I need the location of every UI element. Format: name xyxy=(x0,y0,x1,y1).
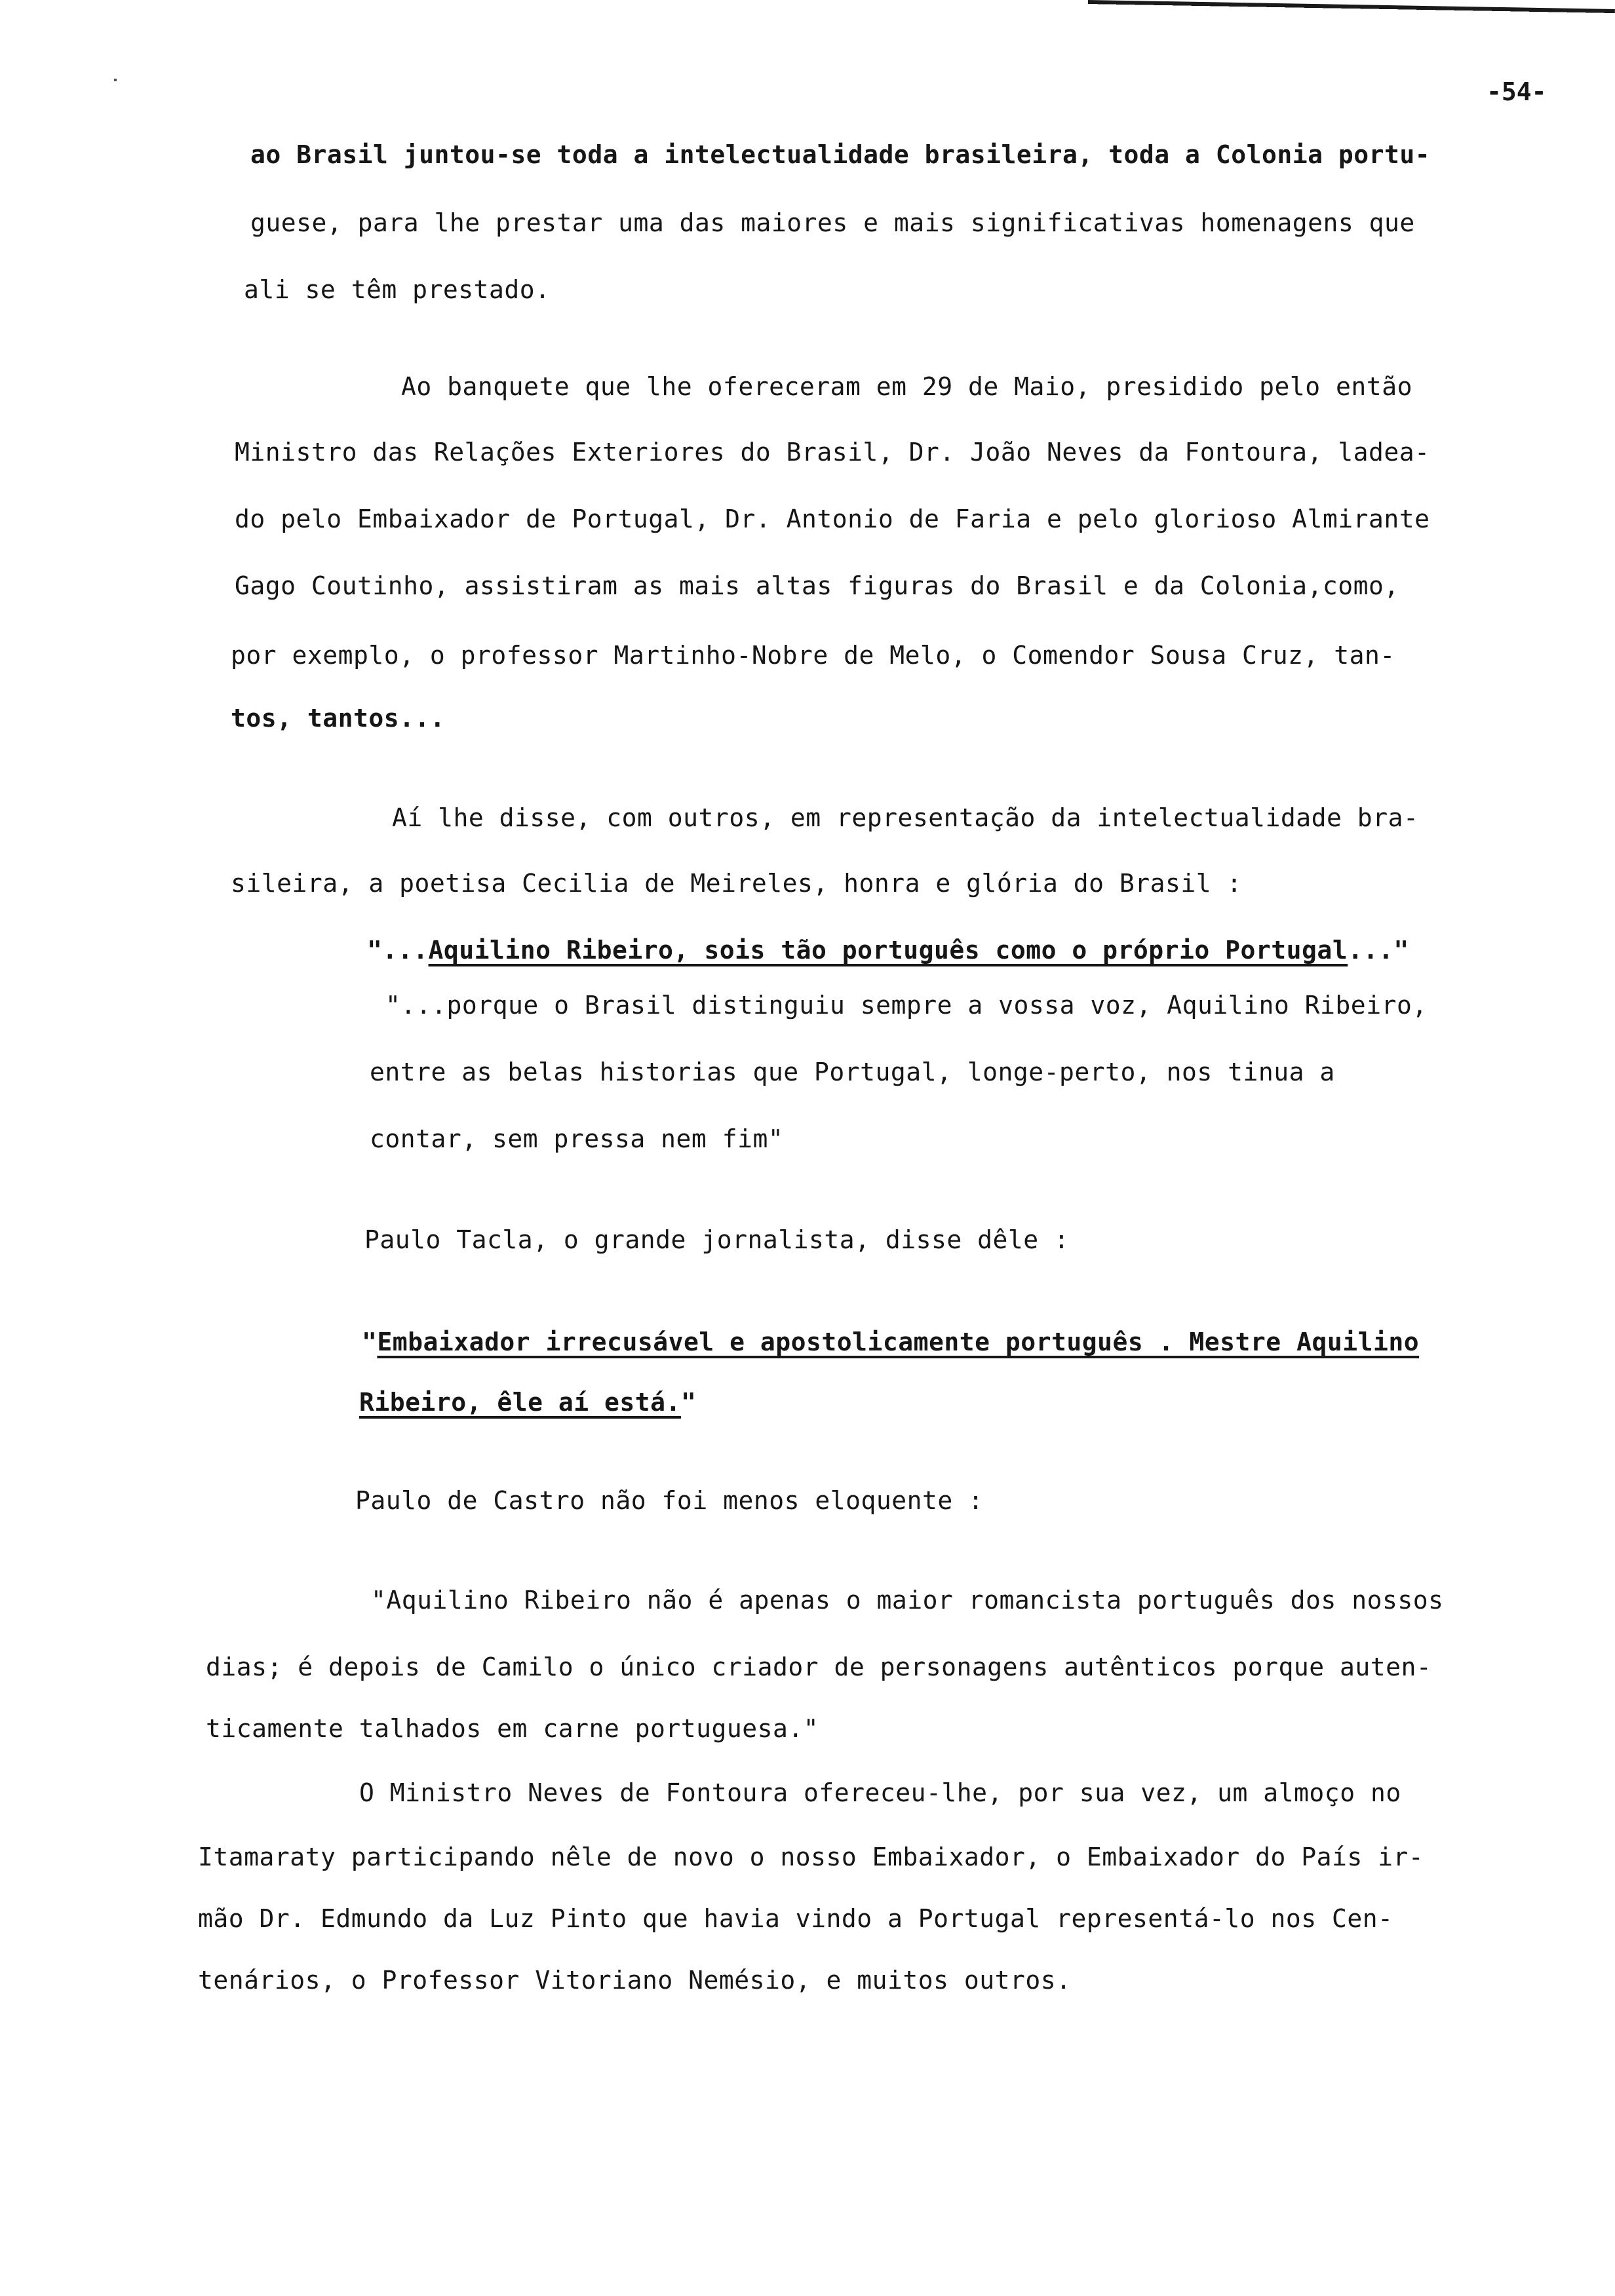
cecilia-quote-suffix: ..." xyxy=(1348,936,1409,965)
page-number: -54- xyxy=(1487,77,1547,106)
cecilia-quote-prefix: "... xyxy=(367,936,429,965)
scan-speck xyxy=(114,79,117,81)
paragraph-2-line-3: do pelo Embaixador de Portugal, Dr. Antonio de Faria e pelo glorioso Almirante xyxy=(235,505,1430,533)
tacla-quote-line-2 xyxy=(359,1387,696,1418)
paragraph-7-line-1: Paulo de Castro não foi menos eloquente : xyxy=(355,1486,984,1515)
tacla-quote-underlined-1: Embaixador irrecusável e apostolicamente português . Mestre Aquilino xyxy=(377,1328,1420,1356)
paragraph-3-line-1: Aí lhe disse, com outros, em representação da intelectualidade bra- xyxy=(392,803,1419,832)
paragraph-1-line-1: ao Brasil juntou-se toda a intelectualidade brasileira, toda a Colonia portu- xyxy=(250,140,1431,169)
paragraph-1-line-3: ali se têm prestado. xyxy=(244,275,551,304)
paragraph-2-line-1: Ao banquete que lhe ofereceram em 29 de Maio, presidido pelo então xyxy=(401,372,1412,401)
paragraph-8-line-3: ticamente talhados em carne portuguesa." xyxy=(206,1714,819,1743)
paragraph-8-line-2: dias; é depois de Camilo o único criador de personagens autênticos porque auten- xyxy=(206,1653,1432,1681)
paragraph-4-line-3: contar, sem pressa nem fim" xyxy=(370,1124,784,1153)
paragraph-2-line-6: tos, tantos... xyxy=(231,704,446,733)
cecilia-quote xyxy=(367,934,1409,966)
paragraph-5-line-1: Paulo Tacla, o grande jornalista, disse dêle : xyxy=(364,1225,1070,1254)
paragraph-9-line-3: mão Dr. Edmundo da Luz Pinto que havia vindo a Portugal representá-lo nos Cen- xyxy=(198,1904,1393,1933)
paragraph-4-line-2: entre as belas historias que Portugal, longe-perto, nos tinua a xyxy=(370,1058,1335,1086)
paragraph-2-line-5: por exemplo, o professor Martinho-Nobre de Melo, o Comendor Sousa Cruz, tan- xyxy=(231,641,1395,670)
top-edge-rule xyxy=(1088,0,1615,21)
paragraph-9-line-2: Itamaraty participando nêle de novo o nosso Embaixador, o Embaixador do País ir- xyxy=(198,1843,1424,1871)
paragraph-8-line-1: "Aquilino Ribeiro não é apenas o maior romancista português dos nossos xyxy=(371,1586,1444,1615)
tacla-quote-underlined-2: Ribeiro, êle aí está. xyxy=(359,1388,681,1417)
paragraph-3-line-2: sileira, a poetisa Cecilia de Meireles, honra e glória do Brasil : xyxy=(231,869,1242,898)
paragraph-9-line-1: O Ministro Neves de Fontoura ofereceu-lhe, por sua vez, um almoço no xyxy=(359,1778,1401,1807)
paragraph-9-line-4: tenários, o Professor Vitoriano Nemésio, e muitos outros. xyxy=(198,1966,1072,1995)
paragraph-2-line-4: Gago Coutinho, assistiram as mais altas figuras do Brasil e da Colonia,como, xyxy=(235,571,1399,600)
tacla-quote-open: " xyxy=(362,1328,378,1356)
tacla-quote-line-1 xyxy=(362,1326,1419,1358)
paragraph-2-line-2: Ministro das Relações Exteriores do Brasil, Dr. João Neves da Fontoura, ladea- xyxy=(235,438,1430,467)
tacla-quote-close: " xyxy=(680,1388,697,1417)
paragraph-1-line-2: guese, para lhe prestar uma das maiores e mais significativas homenagens que xyxy=(250,208,1415,237)
paragraph-4-line-1: "...porque o Brasil distinguiu sempre a vossa voz, Aquilino Ribeiro, xyxy=(385,991,1428,1020)
cecilia-quote-underlined: Aquilino Ribeiro, sois tão português como o próprio Portugal xyxy=(428,936,1348,965)
